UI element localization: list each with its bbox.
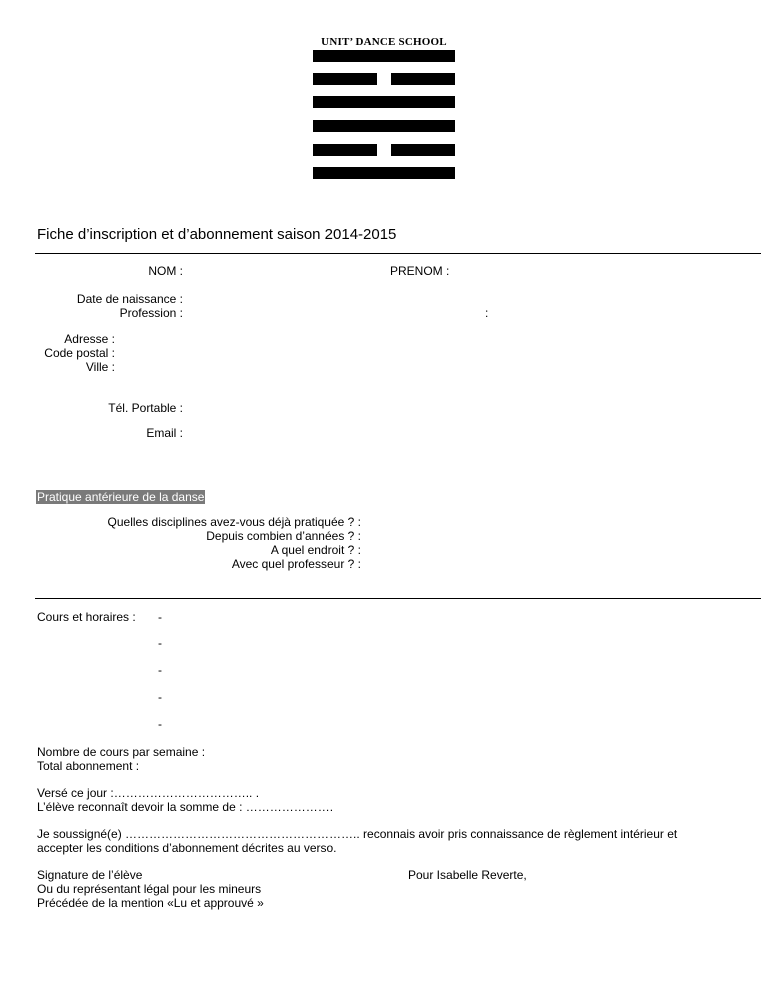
tel-portable-label: Tél. Portable : [108,401,183,415]
signature-student-line-1: Signature de l’élève [37,868,143,882]
course-dash-4: - [158,690,162,704]
divider-middle [35,598,761,599]
somme-due: L’élève reconnaît devoir la somme de : …………………. [37,800,334,814]
course-dash-5: - [158,717,162,731]
nom-label: NOM : [148,264,183,278]
signature-school: Pour Isabelle Reverte, [408,868,527,882]
course-dash-2: - [158,636,162,650]
prenom-label: PRENOM : [390,264,450,278]
course-dash-3: - [158,663,162,677]
logo-bar-4 [313,120,455,132]
logo-bar-3 [313,96,455,108]
signature-student-line-2: Ou du représentant légal pour les mineurs [37,882,262,896]
declaration-line-2: accepter les conditions d’abonnement décrites au verso. [37,841,337,855]
logo-bar-5-right [391,144,455,156]
profession-label: Profession : [119,306,183,320]
email-label: Email : [146,426,183,440]
cours-horaires-label: Cours et horaires : [37,610,136,624]
logo-bar-5-left [313,144,377,156]
declaration-line-1: Je soussigné(e) ………………………………………………….. reconnais avoir pris connaissance de règlement intérieur et [37,827,678,841]
adresse-label: Adresse : [64,332,115,346]
logo-bar-1 [313,50,455,62]
verse-ce-jour: Versé ce jour :…………………………….. . [37,786,260,800]
logo-bar-6 [313,167,455,179]
school-name: UNIT’ DANCE SCHOOL [321,36,447,48]
form-title: Fiche d’inscription et d’abonnement saison 2014-2015 [37,226,397,243]
code-postal-label: Code postal : [44,346,115,360]
question-professeur: Avec quel professeur ? : [231,557,361,571]
signature-student-line-3: Précédée de la mention «Lu et approuvé » [37,896,264,910]
logo-bar-2-left [313,73,377,85]
nombre-cours-label: Nombre de cours par semaine : [37,745,206,759]
course-dash-1: - [158,610,162,624]
question-annees: Depuis combien d’années ? : [206,529,361,543]
ville-label: Ville : [85,360,115,374]
logo-bar-2-right [391,73,455,85]
question-disciplines: Quelles disciplines avez-vous déjà pratiquée ? : [107,515,361,529]
practice-section-heading: Pratique antérieure de la danse [37,490,205,504]
question-endroit: A quel endroit ? : [270,543,361,557]
divider-top [35,253,761,254]
total-abonnement-label: Total abonnement : [37,759,140,773]
date-naissance-label: Date de naissance : [76,292,183,306]
profession-extra-colon: : [485,306,489,320]
